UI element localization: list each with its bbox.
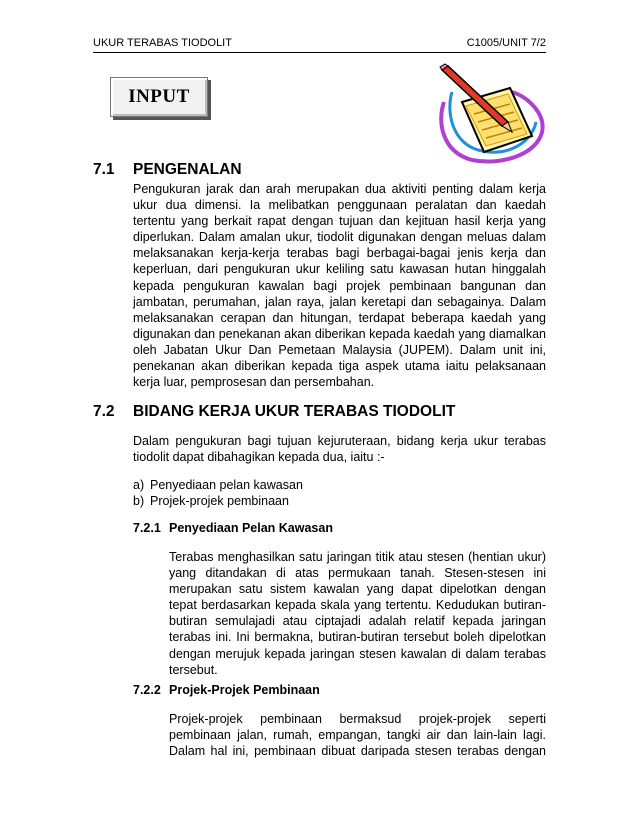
paragraph-line: Projek-projek pembinaan bermaksud projek-projek seperti — [169, 712, 546, 726]
list-marker: a) — [133, 478, 145, 492]
subsection-number: 7.2.2 — [133, 683, 161, 697]
paragraph-line: tertentu yang berkait rapat dengan tujuan dan kejituan hasil kerja yang — [133, 214, 546, 229]
section-number: 7.2 — [93, 403, 115, 420]
notepad-pencil-clipart — [432, 62, 548, 166]
subsection-number: 7.2.1 — [133, 521, 161, 535]
paragraph-line: tepat berdasarkan kepada skala yang tertentu. Kedudukan butiran- — [169, 598, 546, 613]
header-course-title: UKUR TERABAS TIODOLIT — [93, 37, 232, 49]
section-number: 7.1 — [93, 161, 115, 178]
paragraph-line: dengan merujuk kepada jaringan stesen kawalan di dalam terabas — [169, 646, 546, 661]
subsection-title: Projek-Projek Pembinaan — [169, 683, 320, 697]
paragraph-line: kepada pengukuran kawalan bagi projek pembinaan bangunan dan — [133, 278, 546, 293]
paragraph-line: Pengukuran jarak dan arah merupakan dua aktiviti penting dalam kerja — [133, 182, 546, 196]
paragraph-line: Terabas menghasilkan satu jaringan titik atau stesen (hentian ukur) — [169, 550, 546, 564]
paragraph-line: butiran semulajadi atau ciptajadi adalah relatif kepada jaringan — [169, 614, 546, 629]
subsection-7-2-2-heading — [133, 683, 320, 697]
paragraph-line: terabas ini. Ini bermakna, butiran-butiran tersebut boleh dipelotkan — [169, 630, 546, 645]
input-banner-label: INPUT — [128, 86, 190, 107]
paragraph-line: melaksanakan kerja-kerja terabas bagi berbagai-bagai jenis kerja dan — [133, 246, 546, 261]
subsection-7-2-1-heading — [133, 521, 333, 535]
section-title: BIDANG KERJA UKUR TERABAS TIODOLIT — [133, 403, 456, 420]
paragraph-line: penekanan akan diberikan kepada tiga aspek utama iaitu pelaksanaan — [133, 359, 546, 374]
header-unit-code: C1005/UNIT 7/2 — [466, 37, 546, 49]
paragraph-line: pembinaan jalan, rumah, empangan, tangki air dan lain-lain lagi. — [169, 728, 546, 743]
list-item — [133, 494, 289, 508]
input-banner — [110, 77, 208, 117]
paragraph-line: tiodolit dapat dibahagikan kepada dua, iaitu :- — [133, 450, 385, 465]
section-7-2-body — [133, 433, 546, 465]
paragraph-line: kerja luar, pemprosesan dan persembahan. — [133, 375, 375, 390]
paragraph-line: keperluan, dari pengukuran ukur keliling satu kawasan hutan hinggalah — [133, 262, 546, 277]
subsection-7-2-2-body — [169, 711, 546, 759]
header-divider — [93, 52, 546, 53]
paragraph-line: merupakan satu sistem kawalan yang dapat dipelotkan dengan — [169, 582, 546, 597]
paragraph-line: melaksanakan cerapan dan hitungan, terdapat beberapa kaedah yang — [133, 310, 546, 325]
paragraph-line: Dalam pengukuran bagi tujuan kejuruteraan, bidang kerja ukur terabas — [133, 434, 546, 448]
list-item — [133, 478, 303, 492]
list-text: Projek-projek pembinaan — [150, 494, 289, 508]
list-text: Penyediaan pelan kawasan — [150, 478, 303, 492]
paragraph-line: digunakan dan penekanan akan diberikan kepada kaedah yang diamalkan — [133, 326, 546, 341]
subsection-title: Penyediaan Pelan Kawasan — [169, 521, 333, 535]
paragraph-line: Dalam hal ini, pembinaan dibuat daripada stesen terabas dengan — [169, 744, 546, 759]
paragraph-line: tersebut. — [169, 662, 218, 677]
paragraph-line: yang ditandakan di atas permukaan tanah. Stesen-stesen ini — [169, 566, 546, 581]
subsection-7-2-1-body — [169, 549, 546, 678]
section-7-1-body — [133, 181, 546, 390]
section-title: PENGENALAN — [133, 161, 242, 178]
paragraph-line: jambatan, perumahan, jalan raya, jalan keretapi dan sebagainya. Dalam — [133, 294, 546, 309]
paragraph-line: oleh Jabatan Ukur Dan Pemetaan Malaysia (JUPEM). Dalam unit ini, — [133, 342, 546, 357]
paragraph-line: diperlukan. Dalam amalan ukur, tiodolit digunakan dengan meluas dalam — [133, 230, 546, 245]
paragraph-line: ukur dua dimensi. Ia melibatkan penggunaan peralatan dan kaedah — [133, 198, 546, 213]
list-marker: b) — [133, 494, 145, 508]
